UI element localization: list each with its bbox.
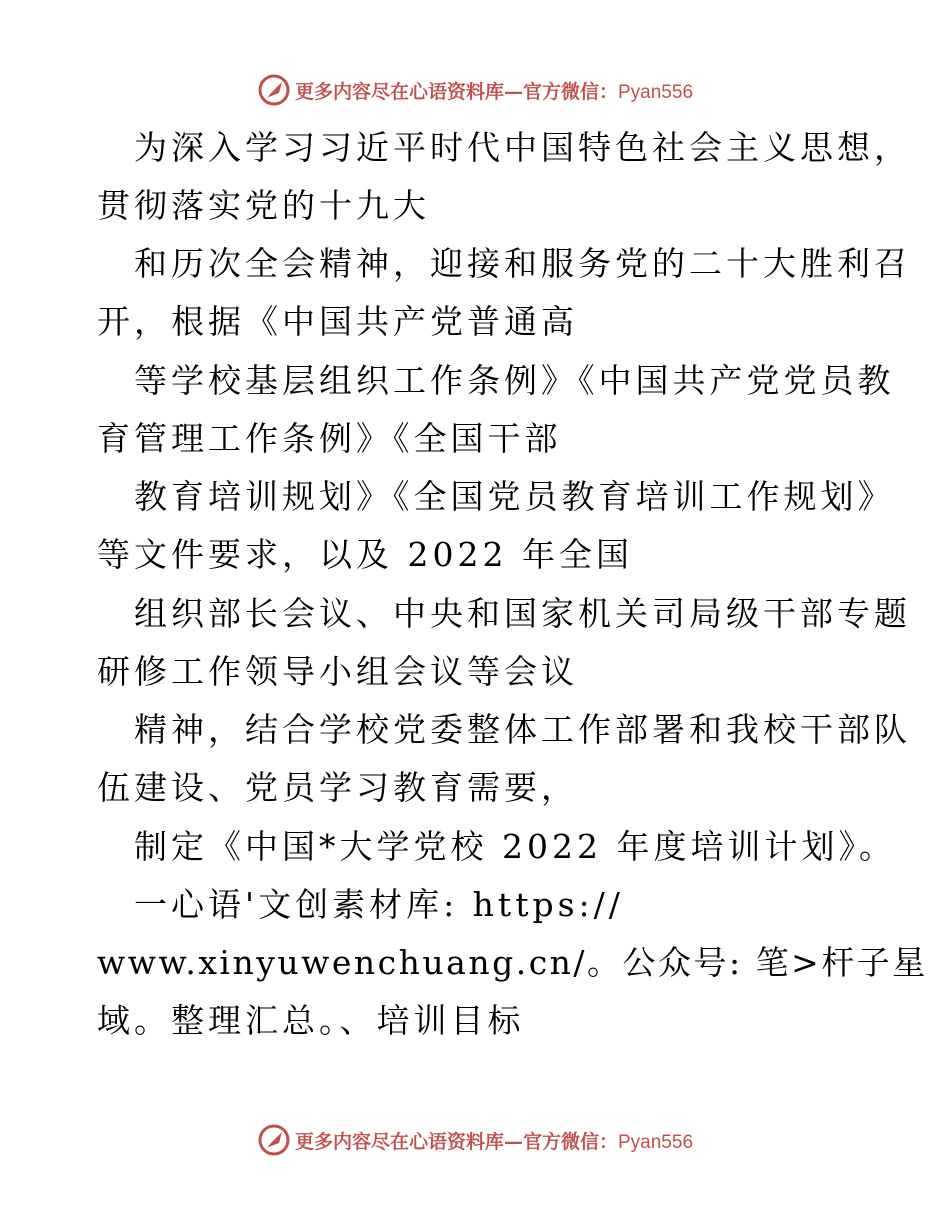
body-line: 为深入学习习近平时代中国特色社会主义思想， — [134, 128, 911, 167]
body-line: 教育培训规划》《全国党员教育培训工作规划》 — [134, 477, 895, 516]
body-line: 域。整理汇总。、培训目标 — [97, 1001, 525, 1040]
body-line: 育管理工作条例》《全国干部 — [97, 419, 562, 458]
body-line: 精神，结合学校党委整体工作部署和我校干部队 — [134, 710, 911, 749]
body-line: 等学校基层组织工作条例》《中国共产党党员教 — [134, 361, 895, 400]
header-wechat-id: Pyan556 — [618, 81, 694, 103]
body-line: 一心语'文创素材库: https:// — [134, 885, 624, 924]
quill-logo-icon — [257, 73, 291, 107]
footer-banner — [0, 1120, 950, 1160]
header-banner-label: 更多内容尽在心语资料库—官方微信： — [294, 80, 618, 103]
body-line: 伍建设、党员学习教育需要， — [97, 768, 578, 807]
body-line: 研修工作领导小组会议等会议 — [97, 652, 578, 691]
body-line: 组织部长会议、中央和国家机关司局级干部专题 — [134, 594, 911, 633]
header-banner — [0, 70, 950, 110]
body-line: 开，根据《中国共产党普通高 — [97, 302, 578, 341]
footer-wechat-id: Pyan556 — [618, 1131, 694, 1153]
footer-banner-label: 更多内容尽在心语资料库—官方微信： — [294, 1130, 618, 1153]
body-line: 制定《中国*大学党校 2022 年度培训计划》。 — [134, 827, 896, 866]
body-line: www.xinyuwenchuang.cn/。公众号: 笔>杆子星 — [97, 943, 928, 982]
header-banner-text — [295, 77, 693, 104]
body-line: 等文件要求，以及 2022 年全国 — [97, 535, 633, 574]
body-line: 贯彻落实党的十九大 — [97, 186, 430, 225]
quill-logo-icon — [257, 1123, 291, 1157]
body-line: 和历次全会精神，迎接和服务党的二十大胜利召 — [134, 244, 911, 283]
footer-banner-text — [295, 1127, 693, 1154]
